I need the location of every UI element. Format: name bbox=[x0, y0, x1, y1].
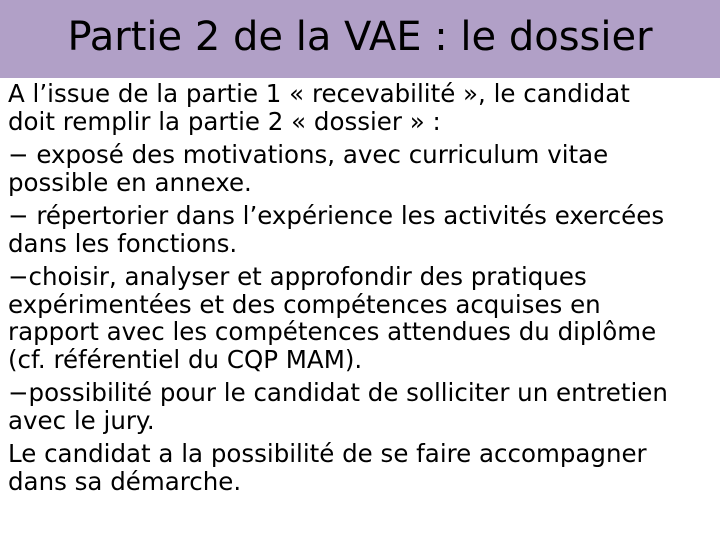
text-line: expérimentées et des compétences acquises en bbox=[8, 289, 601, 319]
text-line: − répertorier dans l’expérience les activités exercées bbox=[8, 201, 665, 230]
title-bar bbox=[0, 0, 720, 78]
text-line: A l’issue de la partie 1 « recevabilité », le candidat bbox=[8, 79, 630, 108]
text-line: dans sa démarche. bbox=[8, 466, 242, 496]
text-line: possible en annexe. bbox=[8, 167, 252, 197]
text-line: −choisir, analyser et approfondir des pratiques bbox=[8, 262, 587, 291]
text-line: − exposé des motivations, avec curriculum vitae bbox=[8, 140, 609, 169]
slide-body bbox=[8, 80, 714, 501]
paragraph-entretien bbox=[8, 379, 714, 434]
text-line: rapport avec les compétences attendues du diplôme bbox=[8, 317, 657, 346]
paragraph-activites bbox=[8, 202, 714, 257]
paragraph-motivations bbox=[8, 141, 714, 196]
paragraph-intro bbox=[8, 80, 714, 135]
text-line: (cf. référentiel du CQP MAM). bbox=[8, 344, 363, 374]
text-line: avec le jury. bbox=[8, 405, 155, 435]
text-line: dans les fonctions. bbox=[8, 228, 238, 258]
text-line: −possibilité pour le candidat de solliciter un entretien bbox=[8, 378, 668, 407]
text-line: doit remplir la partie 2 « dossier » : bbox=[8, 106, 441, 136]
slide-title: Partie 2 de la VAE : le dossier bbox=[67, 14, 653, 60]
paragraph-accompagnement bbox=[8, 440, 714, 495]
text-line: Le candidat a la possibilité de se faire accompagner bbox=[8, 439, 647, 468]
paragraph-pratiques bbox=[8, 263, 714, 373]
